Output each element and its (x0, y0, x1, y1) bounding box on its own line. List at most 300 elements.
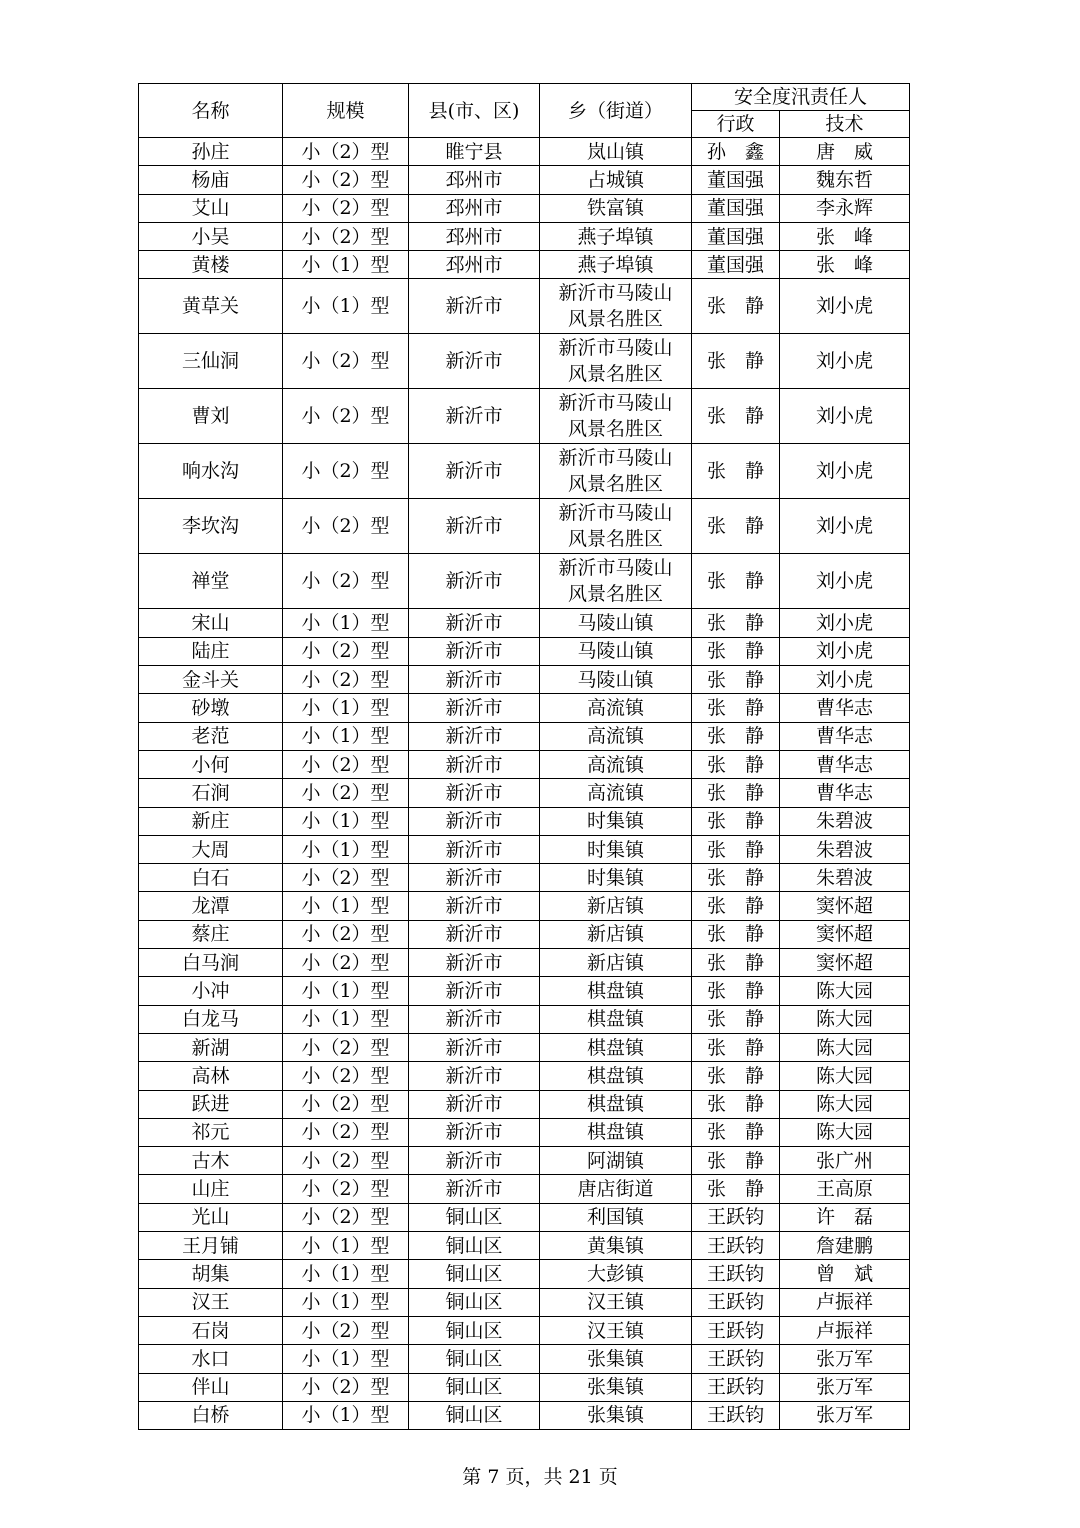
cell-town: 高流镇 (540, 694, 692, 722)
cell-name: 王月铺 (139, 1232, 283, 1260)
table-row (139, 194, 910, 222)
header-county: 县(市、区) (409, 84, 540, 138)
cell-tech: 张 峰 (780, 222, 910, 250)
cell-admin: 张 静 (692, 1175, 780, 1203)
cell-tech: 曹华志 (780, 779, 910, 807)
cell-admin: 张 静 (692, 835, 780, 863)
cell-scale: 小（1）型 (283, 1345, 409, 1373)
cell-admin: 董国强 (692, 251, 780, 279)
cell-name: 陆庄 (139, 637, 283, 665)
cell-town (540, 334, 692, 389)
cell-tech: 陈大园 (780, 1033, 910, 1061)
cell-admin: 王跃钧 (692, 1316, 780, 1344)
cell-admin: 王跃钧 (692, 1232, 780, 1260)
cell-tech: 窦怀超 (780, 949, 910, 977)
cell-tech: 陈大园 (780, 1005, 910, 1033)
cell-admin: 张 静 (692, 892, 780, 920)
cell-admin: 王跃钧 (692, 1373, 780, 1401)
cell-tech: 朱碧波 (780, 864, 910, 892)
table-row (139, 1175, 910, 1203)
cell-admin: 王跃钧 (692, 1345, 780, 1373)
cell-county: 铜山区 (409, 1288, 540, 1316)
cell-scale: 小（2）型 (283, 750, 409, 778)
header-name: 名称 (139, 84, 283, 138)
cell-name: 小吴 (139, 222, 283, 250)
cell-admin: 张 静 (692, 637, 780, 665)
cell-tech: 刘小虎 (780, 637, 910, 665)
cell-name: 三仙洞 (139, 334, 283, 389)
cell-town: 时集镇 (540, 807, 692, 835)
cell-town: 棋盘镇 (540, 1090, 692, 1118)
cell-town: 燕子埠镇 (540, 222, 692, 250)
cell-county: 铜山区 (409, 1260, 540, 1288)
cell-tech: 刘小虎 (780, 389, 910, 444)
cell-admin: 张 静 (692, 279, 780, 334)
table-row (139, 499, 910, 554)
cell-admin: 董国强 (692, 166, 780, 194)
page-footer: 第 7 页，共 21 页 (462, 1466, 618, 1488)
cell-scale: 小（2）型 (283, 864, 409, 892)
cell-admin: 王跃钧 (692, 1401, 780, 1429)
cell-tech: 曾 斌 (780, 1260, 910, 1288)
cell-county: 新沂市 (409, 779, 540, 807)
cell-town (540, 279, 692, 334)
cell-admin: 张 静 (692, 920, 780, 948)
cell-scale: 小（1）型 (283, 251, 409, 279)
cell-scale: 小（2）型 (283, 1203, 409, 1231)
cell-scale: 小（2）型 (283, 637, 409, 665)
cell-scale: 小（2）型 (283, 334, 409, 389)
cell-name: 水口 (139, 1345, 283, 1373)
cell-tech: 朱碧波 (780, 807, 910, 835)
table-row (139, 1260, 910, 1288)
cell-town-line1: 新沂市马陵山 (558, 502, 673, 525)
table-row (139, 1232, 910, 1260)
table-row (139, 807, 910, 835)
cell-town: 马陵山镇 (540, 609, 692, 637)
cell-town: 占城镇 (540, 166, 692, 194)
cell-admin: 张 静 (692, 949, 780, 977)
cell-name: 白石 (139, 864, 283, 892)
cell-tech: 刘小虎 (780, 499, 910, 554)
cell-town: 棋盘镇 (540, 1005, 692, 1033)
cell-scale: 小（2）型 (283, 1118, 409, 1146)
cell-county: 铜山区 (409, 1345, 540, 1373)
table-row (139, 389, 910, 444)
cell-town: 棋盘镇 (540, 977, 692, 1005)
cell-town-line1: 新沂市马陵山 (558, 282, 673, 305)
cell-admin: 董国强 (692, 222, 780, 250)
cell-admin: 张 静 (692, 1062, 780, 1090)
cell-town: 铁富镇 (540, 194, 692, 222)
cell-name: 白马涧 (139, 949, 283, 977)
cell-county: 新沂市 (409, 750, 540, 778)
cell-town: 新店镇 (540, 892, 692, 920)
cell-town: 棋盘镇 (540, 1033, 692, 1061)
cell-name: 宋山 (139, 609, 283, 637)
cell-town (540, 389, 692, 444)
cell-scale: 小（2）型 (283, 554, 409, 609)
cell-admin: 张 静 (692, 554, 780, 609)
cell-tech: 刘小虎 (780, 666, 910, 694)
cell-county: 新沂市 (409, 949, 540, 977)
table-row (139, 1288, 910, 1316)
cell-admin: 董国强 (692, 194, 780, 222)
table-row (139, 279, 910, 334)
cell-scale: 小（2）型 (283, 499, 409, 554)
cell-name: 古木 (139, 1147, 283, 1175)
cell-town: 利国镇 (540, 1203, 692, 1231)
table-body (139, 138, 910, 1430)
cell-town-line2: 风景名胜区 (567, 583, 663, 606)
cell-town-line2: 风景名胜区 (567, 363, 663, 386)
cell-tech: 曹华志 (780, 694, 910, 722)
cell-name: 曹刘 (139, 389, 283, 444)
cell-scale: 小（2）型 (283, 779, 409, 807)
cell-tech: 窦怀超 (780, 892, 910, 920)
table-row (139, 666, 910, 694)
cell-name: 胡集 (139, 1260, 283, 1288)
cell-county: 铜山区 (409, 1316, 540, 1344)
cell-county: 新沂市 (409, 1147, 540, 1175)
cell-name: 祁元 (139, 1118, 283, 1146)
cell-tech: 许 磊 (780, 1203, 910, 1231)
table-row (139, 722, 910, 750)
cell-name: 李坎沟 (139, 499, 283, 554)
cell-town: 新店镇 (540, 920, 692, 948)
cell-tech: 王高原 (780, 1175, 910, 1203)
cell-admin: 张 静 (692, 389, 780, 444)
table-row (139, 637, 910, 665)
cell-town-line2: 风景名胜区 (567, 308, 663, 331)
table-row (139, 1345, 910, 1373)
cell-county: 新沂市 (409, 835, 540, 863)
cell-scale: 小（1）型 (283, 609, 409, 637)
cell-town-line1: 新沂市马陵山 (558, 337, 673, 360)
cell-tech: 刘小虎 (780, 444, 910, 499)
cell-county: 铜山区 (409, 1401, 540, 1429)
cell-county: 新沂市 (409, 609, 540, 637)
table-row (139, 920, 910, 948)
cell-town-line1: 新沂市马陵山 (558, 557, 673, 580)
cell-town-line2: 风景名胜区 (567, 473, 663, 496)
cell-scale: 小（1）型 (283, 1288, 409, 1316)
cell-tech: 刘小虎 (780, 554, 910, 609)
cell-tech: 陈大园 (780, 1118, 910, 1146)
cell-county: 新沂市 (409, 279, 540, 334)
cell-county: 新沂市 (409, 1062, 540, 1090)
cell-county: 新沂市 (409, 1005, 540, 1033)
cell-scale: 小（1）型 (283, 1401, 409, 1429)
cell-admin: 张 静 (692, 609, 780, 637)
cell-town: 高流镇 (540, 722, 692, 750)
cell-county: 邳州市 (409, 251, 540, 279)
cell-admin: 张 静 (692, 1005, 780, 1033)
cell-name: 白龙马 (139, 1005, 283, 1033)
cell-name: 石涧 (139, 779, 283, 807)
cell-scale: 小（2）型 (283, 1090, 409, 1118)
cell-name: 光山 (139, 1203, 283, 1231)
cell-county: 新沂市 (409, 637, 540, 665)
cell-scale: 小（1）型 (283, 977, 409, 1005)
cell-admin: 张 静 (692, 1118, 780, 1146)
cell-town: 汉王镇 (540, 1316, 692, 1344)
cell-scale: 小（2）型 (283, 666, 409, 694)
cell-county: 铜山区 (409, 1373, 540, 1401)
cell-county: 新沂市 (409, 722, 540, 750)
cell-county: 新沂市 (409, 807, 540, 835)
table-row (139, 694, 910, 722)
header-admin: 行政 (692, 111, 780, 138)
cell-admin: 王跃钧 (692, 1260, 780, 1288)
table-row (139, 1203, 910, 1231)
cell-town: 张集镇 (540, 1373, 692, 1401)
cell-town: 时集镇 (540, 835, 692, 863)
cell-scale: 小（2）型 (283, 1316, 409, 1344)
cell-town: 新店镇 (540, 949, 692, 977)
table-row (139, 864, 910, 892)
cell-county: 新沂市 (409, 499, 540, 554)
table-row (139, 949, 910, 977)
cell-name: 响水沟 (139, 444, 283, 499)
cell-scale: 小（2）型 (283, 1175, 409, 1203)
cell-scale: 小（2）型 (283, 166, 409, 194)
cell-scale: 小（1）型 (283, 1232, 409, 1260)
cell-county: 新沂市 (409, 1118, 540, 1146)
cell-name: 小冲 (139, 977, 283, 1005)
cell-town: 棋盘镇 (540, 1062, 692, 1090)
cell-scale: 小（2）型 (283, 920, 409, 948)
cell-tech: 张万军 (780, 1401, 910, 1429)
cell-name: 艾山 (139, 194, 283, 222)
cell-tech: 魏东哲 (780, 166, 910, 194)
table-row (139, 1147, 910, 1175)
table-row (139, 835, 910, 863)
cell-tech: 朱碧波 (780, 835, 910, 863)
cell-scale: 小（1）型 (283, 1260, 409, 1288)
cell-name: 蔡庄 (139, 920, 283, 948)
cell-tech: 卢振祥 (780, 1316, 910, 1344)
cell-tech: 张 峰 (780, 251, 910, 279)
cell-scale: 小（2）型 (283, 194, 409, 222)
cell-scale: 小（2）型 (283, 949, 409, 977)
cell-town: 张集镇 (540, 1401, 692, 1429)
cell-town: 马陵山镇 (540, 637, 692, 665)
cell-admin: 张 静 (692, 1033, 780, 1061)
cell-name: 新庄 (139, 807, 283, 835)
cell-scale: 小（1）型 (283, 722, 409, 750)
cell-county: 邳州市 (409, 166, 540, 194)
table-row (139, 554, 910, 609)
cell-tech: 刘小虎 (780, 334, 910, 389)
table-row (139, 609, 910, 637)
cell-town (540, 554, 692, 609)
cell-scale: 小（2）型 (283, 1147, 409, 1175)
cell-county: 铜山区 (409, 1203, 540, 1231)
cell-town-line2: 风景名胜区 (567, 528, 663, 551)
cell-tech: 曹华志 (780, 722, 910, 750)
cell-tech: 刘小虎 (780, 609, 910, 637)
table-row (139, 977, 910, 1005)
cell-name: 石岗 (139, 1316, 283, 1344)
cell-name: 伴山 (139, 1373, 283, 1401)
cell-admin: 张 静 (692, 666, 780, 694)
cell-town: 时集镇 (540, 864, 692, 892)
cell-tech: 张广州 (780, 1147, 910, 1175)
cell-scale: 小（2）型 (283, 1033, 409, 1061)
cell-county: 新沂市 (409, 1090, 540, 1118)
cell-town: 张集镇 (540, 1345, 692, 1373)
cell-town (540, 499, 692, 554)
cell-tech: 张万军 (780, 1373, 910, 1401)
cell-admin: 王跃钧 (692, 1203, 780, 1231)
cell-town-line1: 新沂市马陵山 (558, 447, 673, 470)
cell-name: 砂墩 (139, 694, 283, 722)
cell-admin: 张 静 (692, 1090, 780, 1118)
cell-town: 汉王镇 (540, 1288, 692, 1316)
cell-admin: 张 静 (692, 750, 780, 778)
cell-county: 新沂市 (409, 389, 540, 444)
cell-tech: 陈大园 (780, 1090, 910, 1118)
cell-tech: 陈大园 (780, 977, 910, 1005)
cell-scale: 小（2）型 (283, 444, 409, 499)
table-row (139, 1090, 910, 1118)
cell-scale: 小（2）型 (283, 222, 409, 250)
cell-name: 老范 (139, 722, 283, 750)
table-row (139, 334, 910, 389)
cell-scale: 小（2）型 (283, 389, 409, 444)
cell-town-line1: 新沂市马陵山 (558, 392, 673, 415)
cell-scale: 小（1）型 (283, 892, 409, 920)
cell-scale: 小（1）型 (283, 1005, 409, 1033)
cell-county: 新沂市 (409, 694, 540, 722)
cell-tech: 唐 威 (780, 138, 910, 166)
cell-town: 棋盘镇 (540, 1118, 692, 1146)
cell-admin: 张 静 (692, 722, 780, 750)
header-town: 乡（街道） (540, 84, 692, 138)
table-row (139, 251, 910, 279)
cell-tech: 詹建鹏 (780, 1232, 910, 1260)
table-row (139, 1401, 910, 1429)
cell-county: 新沂市 (409, 1175, 540, 1203)
cell-name: 小何 (139, 750, 283, 778)
cell-county: 新沂市 (409, 666, 540, 694)
cell-county: 睢宁县 (409, 138, 540, 166)
cell-name: 白桥 (139, 1401, 283, 1429)
table-row (139, 1118, 910, 1146)
table-row (139, 892, 910, 920)
cell-admin: 张 静 (692, 977, 780, 1005)
cell-county: 新沂市 (409, 444, 540, 499)
cell-town: 阿湖镇 (540, 1147, 692, 1175)
table-row (139, 1316, 910, 1344)
cell-town-line2: 风景名胜区 (567, 418, 663, 441)
cell-tech: 陈大园 (780, 1062, 910, 1090)
cell-county: 新沂市 (409, 977, 540, 1005)
table-row (139, 750, 910, 778)
cell-town: 唐店街道 (540, 1175, 692, 1203)
header-tech: 技术 (780, 111, 910, 138)
cell-county: 新沂市 (409, 920, 540, 948)
cell-tech: 曹华志 (780, 750, 910, 778)
cell-name: 龙潭 (139, 892, 283, 920)
cell-name: 孙庄 (139, 138, 283, 166)
cell-scale: 小（1）型 (283, 279, 409, 334)
cell-county: 铜山区 (409, 1232, 540, 1260)
cell-county: 新沂市 (409, 864, 540, 892)
table-row (139, 138, 910, 166)
cell-county: 新沂市 (409, 554, 540, 609)
cell-admin: 张 静 (692, 334, 780, 389)
cell-name: 黄楼 (139, 251, 283, 279)
cell-tech: 李永辉 (780, 194, 910, 222)
table-row (139, 779, 910, 807)
cell-admin: 张 静 (692, 694, 780, 722)
cell-county: 新沂市 (409, 892, 540, 920)
cell-scale: 小（1）型 (283, 694, 409, 722)
table-row (139, 1373, 910, 1401)
cell-name: 金斗关 (139, 666, 283, 694)
table-row (139, 1005, 910, 1033)
cell-town: 高流镇 (540, 750, 692, 778)
cell-admin: 王跃钧 (692, 1288, 780, 1316)
cell-scale: 小（1）型 (283, 835, 409, 863)
cell-admin: 张 静 (692, 779, 780, 807)
table-row (139, 166, 910, 194)
cell-scale: 小（1）型 (283, 807, 409, 835)
cell-town: 燕子埠镇 (540, 251, 692, 279)
cell-name: 新湖 (139, 1033, 283, 1061)
cell-scale: 小（2）型 (283, 1373, 409, 1401)
table-row (139, 222, 910, 250)
cell-county: 邳州市 (409, 222, 540, 250)
reservoir-responsibility-table (138, 83, 910, 1430)
table-row (139, 444, 910, 499)
cell-town: 大彭镇 (540, 1260, 692, 1288)
cell-county: 邳州市 (409, 194, 540, 222)
table-row (139, 1033, 910, 1061)
cell-admin: 张 静 (692, 444, 780, 499)
cell-tech: 窦怀超 (780, 920, 910, 948)
cell-tech: 张万军 (780, 1345, 910, 1373)
cell-name: 大周 (139, 835, 283, 863)
table-row (139, 1062, 910, 1090)
cell-admin: 张 静 (692, 864, 780, 892)
cell-town: 黄集镇 (540, 1232, 692, 1260)
cell-town: 高流镇 (540, 779, 692, 807)
cell-county: 新沂市 (409, 334, 540, 389)
cell-admin: 孙 鑫 (692, 138, 780, 166)
cell-scale: 小（2）型 (283, 138, 409, 166)
cell-name: 跃进 (139, 1090, 283, 1118)
cell-name: 汉王 (139, 1288, 283, 1316)
cell-town: 马陵山镇 (540, 666, 692, 694)
cell-admin: 张 静 (692, 499, 780, 554)
cell-tech: 卢振祥 (780, 1288, 910, 1316)
cell-town (540, 444, 692, 499)
cell-tech: 刘小虎 (780, 279, 910, 334)
cell-name: 杨庙 (139, 166, 283, 194)
cell-county: 新沂市 (409, 1033, 540, 1061)
cell-town: 岚山镇 (540, 138, 692, 166)
cell-name: 禅堂 (139, 554, 283, 609)
cell-admin: 张 静 (692, 807, 780, 835)
cell-scale: 小（2）型 (283, 1062, 409, 1090)
cell-name: 高林 (139, 1062, 283, 1090)
cell-admin: 张 静 (692, 1147, 780, 1175)
cell-name: 山庄 (139, 1175, 283, 1203)
header-scale: 规模 (283, 84, 409, 138)
